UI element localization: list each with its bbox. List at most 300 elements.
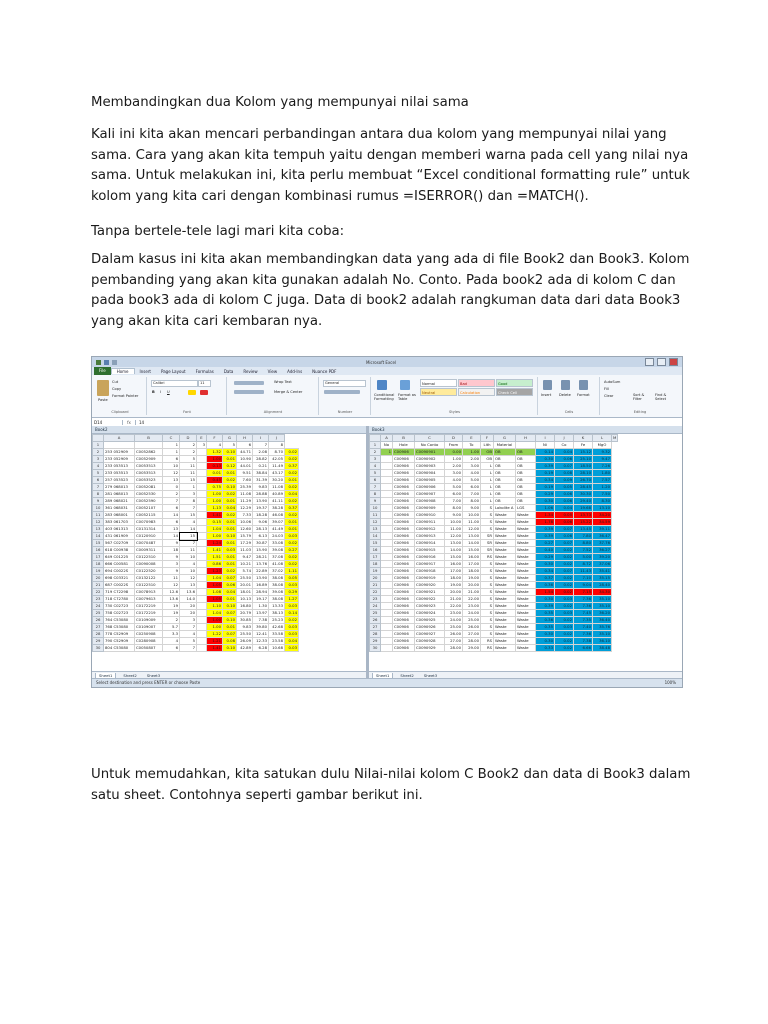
- cell[interactable]: 1: [180, 484, 197, 491]
- row-header[interactable]: 4: [370, 463, 381, 470]
- cell[interactable]: 20.79: [237, 610, 253, 617]
- cell[interactable]: [381, 512, 393, 519]
- cell[interactable]: 39.07: [269, 519, 285, 526]
- cell[interactable]: S: [481, 596, 494, 603]
- cell[interactable]: 10.68: [269, 645, 285, 652]
- row-header[interactable]: 16: [370, 547, 381, 554]
- cell[interactable]: [381, 484, 393, 491]
- cell[interactable]: 0.10: [223, 645, 237, 652]
- cell[interactable]: Waste: [494, 547, 516, 554]
- cell[interactable]: 18.01: [237, 589, 253, 596]
- cell[interactable]: 1.00: [207, 456, 223, 463]
- cell[interactable]: C0172219: [135, 603, 163, 610]
- cell[interactable]: C0090926: [415, 624, 445, 631]
- cell[interactable]: OB: [481, 456, 494, 463]
- cell[interactable]: S: [481, 526, 494, 533]
- cell[interactable]: 0.05: [555, 512, 574, 519]
- cell[interactable]: 1.41: [207, 547, 223, 554]
- cell[interactable]: Waste: [494, 533, 516, 540]
- merge-center-button[interactable]: Merge & Center: [274, 390, 303, 394]
- cell[interactable]: 0.04: [223, 505, 237, 512]
- cell[interactable]: [197, 645, 207, 652]
- cell[interactable]: 0.75: [207, 484, 223, 491]
- row-header[interactable]: 19: [93, 568, 104, 575]
- cell[interactable]: 0.01: [223, 624, 237, 631]
- cell[interactable]: Waste: [494, 645, 516, 652]
- cell[interactable]: 8.80: [574, 540, 593, 547]
- cell[interactable]: 0.06: [555, 491, 574, 498]
- cell[interactable]: 6.28: [253, 645, 269, 652]
- cell[interactable]: 10.06: [237, 519, 253, 526]
- cell[interactable]: 2: [163, 617, 180, 624]
- cell[interactable]: C00906: [393, 477, 415, 484]
- cell[interactable]: Waste: [494, 582, 516, 589]
- row-header[interactable]: 3: [93, 456, 104, 463]
- cell[interactable]: C0053523: [135, 477, 163, 484]
- cell[interactable]: 17.00: [445, 568, 463, 575]
- cell[interactable]: [197, 596, 207, 603]
- cell[interactable]: 3: [180, 617, 197, 624]
- cell[interactable]: 0.03: [285, 582, 299, 589]
- cell[interactable]: RS: [481, 638, 494, 645]
- cell[interactable]: 0.29: [536, 554, 555, 561]
- row-header[interactable]: 18: [93, 561, 104, 568]
- cell[interactable]: 13.73: [574, 512, 593, 519]
- cell[interactable]: [197, 512, 207, 519]
- cell[interactable]: 17.00: [463, 561, 481, 568]
- cell[interactable]: 18.50: [574, 463, 593, 470]
- column-header[interactable]: A: [104, 435, 135, 442]
- cell[interactable]: To: [463, 442, 481, 449]
- cell[interactable]: C0090908: [415, 498, 445, 505]
- undo-icon[interactable]: [112, 360, 117, 365]
- cell[interactable]: 25.00: [463, 617, 481, 624]
- cell[interactable]: 0.02: [285, 617, 299, 624]
- cell[interactable]: 0.14: [536, 449, 555, 456]
- select-all-corner[interactable]: [93, 435, 104, 442]
- cell[interactable]: 44.01: [237, 463, 253, 470]
- cell[interactable]: 22.00: [445, 603, 463, 610]
- cell[interactable]: C0070983: [135, 519, 163, 526]
- cell[interactable]: 25.10: [574, 456, 593, 463]
- cell[interactable]: 0.01: [223, 540, 237, 547]
- cell[interactable]: C0122510: [135, 582, 163, 589]
- cell[interactable]: 18.00: [463, 568, 481, 575]
- cell[interactable]: 0.02: [285, 498, 299, 505]
- cell[interactable]: 6: [163, 645, 180, 652]
- cell[interactable]: OB: [494, 484, 516, 491]
- cell[interactable]: 13.97: [253, 610, 269, 617]
- cell[interactable]: 44.71: [237, 449, 253, 456]
- row-header[interactable]: 6: [93, 477, 104, 484]
- cell[interactable]: 35.10: [593, 631, 612, 638]
- row-header[interactable]: 15: [370, 540, 381, 547]
- column-header[interactable]: J: [555, 435, 574, 442]
- cell[interactable]: C0090919: [415, 575, 445, 582]
- cell[interactable]: 7.36: [574, 603, 593, 610]
- cell[interactable]: 7.40: [574, 624, 593, 631]
- cell[interactable]: 0.39: [536, 533, 555, 540]
- cell[interactable]: 1.54: [536, 589, 555, 596]
- cell[interactable]: 618 C00938: [104, 547, 135, 554]
- row-header[interactable]: 28: [370, 631, 381, 638]
- cell[interactable]: 19.37: [253, 505, 269, 512]
- cell[interactable]: 13.6: [180, 589, 197, 596]
- cell[interactable]: 5.00: [463, 477, 481, 484]
- row-header[interactable]: 14: [93, 533, 104, 540]
- fill-color-icon[interactable]: [188, 390, 196, 395]
- cell[interactable]: 41.08: [269, 561, 285, 568]
- cell[interactable]: 9.00: [463, 505, 481, 512]
- cell[interactable]: [381, 540, 393, 547]
- cell[interactable]: 9.83: [253, 484, 269, 491]
- cell[interactable]: 7: [180, 540, 197, 547]
- cell[interactable]: 1.34: [536, 512, 555, 519]
- cell[interactable]: 12.33: [253, 638, 269, 645]
- cell[interactable]: Waste: [494, 526, 516, 533]
- cell[interactable]: S: [481, 589, 494, 596]
- cell[interactable]: 4: [207, 442, 223, 449]
- cell[interactable]: Waste: [516, 624, 536, 631]
- cell[interactable]: 46.08: [269, 512, 285, 519]
- cell[interactable]: SR: [481, 540, 494, 547]
- cell[interactable]: Waste: [494, 624, 516, 631]
- cell[interactable]: 26.00: [463, 624, 481, 631]
- cell[interactable]: Waste: [516, 561, 536, 568]
- cell[interactable]: 0.01: [285, 477, 299, 484]
- cell[interactable]: 11.29: [237, 498, 253, 505]
- row-header[interactable]: 23: [93, 596, 104, 603]
- cell[interactable]: C00906: [393, 463, 415, 470]
- cell[interactable]: 38.13: [269, 610, 285, 617]
- cell[interactable]: Waste: [494, 631, 516, 638]
- cell[interactable]: 7.26: [593, 463, 612, 470]
- cell[interactable]: 20.01: [237, 582, 253, 589]
- cell[interactable]: 13: [163, 477, 180, 484]
- cell[interactable]: 778 C52909: [104, 631, 135, 638]
- column-header[interactable]: C: [163, 435, 180, 442]
- cell[interactable]: L: [481, 477, 494, 484]
- cell[interactable]: 7.38: [253, 617, 269, 624]
- cell[interactable]: [381, 554, 393, 561]
- cell[interactable]: 0.10: [223, 533, 237, 540]
- cell[interactable]: 0.37: [285, 505, 299, 512]
- cell[interactable]: 1.21: [207, 638, 223, 645]
- cell[interactable]: 0.03: [555, 610, 574, 617]
- cell[interactable]: 2: [180, 442, 197, 449]
- column-header[interactable]: F: [481, 435, 494, 442]
- minimize-button[interactable]: [645, 358, 654, 366]
- cell[interactable]: C0090927: [415, 631, 445, 638]
- cell[interactable]: S: [481, 631, 494, 638]
- cell[interactable]: 0.03: [555, 624, 574, 631]
- cell[interactable]: 20.00: [445, 589, 463, 596]
- cell[interactable]: 0.02: [555, 561, 574, 568]
- save-icon[interactable]: [104, 360, 109, 365]
- zoom-level[interactable]: 100%: [664, 680, 676, 685]
- cell[interactable]: 11.03: [237, 547, 253, 554]
- cell[interactable]: 233 053513: [104, 470, 135, 477]
- cell[interactable]: 28.10: [574, 470, 593, 477]
- cell[interactable]: Material: [494, 442, 516, 449]
- cell[interactable]: 0.03: [285, 645, 299, 652]
- number-tools-icon[interactable]: [324, 390, 360, 394]
- cell[interactable]: 35.76: [593, 624, 612, 631]
- cell[interactable]: C00906: [393, 449, 415, 456]
- cell[interactable]: C00906: [393, 554, 415, 561]
- cell[interactable]: S: [481, 519, 494, 526]
- bold-button[interactable]: B: [152, 390, 155, 394]
- cell[interactable]: L: [481, 491, 494, 498]
- cell[interactable]: 666 C00581: [104, 561, 135, 568]
- cell[interactable]: SR: [481, 547, 494, 554]
- row-header[interactable]: 29: [370, 638, 381, 645]
- autosum-button[interactable]: AutoSum: [604, 380, 621, 384]
- cell[interactable]: 28.00: [463, 638, 481, 645]
- cell[interactable]: 0.02: [285, 456, 299, 463]
- cell[interactable]: 21.00: [463, 589, 481, 596]
- cell[interactable]: [381, 575, 393, 582]
- cell[interactable]: [197, 498, 207, 505]
- cell[interactable]: 4.00: [463, 470, 481, 477]
- cell[interactable]: C00906: [393, 456, 415, 463]
- cell[interactable]: C0090917: [415, 561, 445, 568]
- cell[interactable]: 1.00: [445, 456, 463, 463]
- fx-icon[interactable]: fx: [123, 420, 136, 425]
- tab-formulas[interactable]: Formulas: [195, 368, 214, 374]
- cell[interactable]: 42.89: [237, 645, 253, 652]
- column-header[interactable]: G: [494, 435, 516, 442]
- tab-insert[interactable]: Insert: [139, 368, 151, 374]
- cell[interactable]: 35.10: [593, 596, 612, 603]
- cell[interactable]: 0.01: [223, 470, 237, 477]
- cell[interactable]: Lokolite A: [495, 505, 514, 510]
- cell[interactable]: C0109007: [135, 624, 163, 631]
- cell[interactable]: [104, 442, 135, 449]
- style-neutral[interactable]: Neutral: [420, 388, 457, 396]
- cell[interactable]: 12: [163, 470, 180, 477]
- cell[interactable]: [381, 526, 393, 533]
- cell[interactable]: 730 C02723: [104, 603, 135, 610]
- cell[interactable]: 13.00: [445, 540, 463, 547]
- row-header[interactable]: 30: [370, 645, 381, 652]
- cell[interactable]: 14.00: [445, 547, 463, 554]
- row-header[interactable]: 26: [370, 617, 381, 624]
- row-header[interactable]: 12: [370, 519, 381, 526]
- cell[interactable]: 36.10: [593, 638, 612, 645]
- cell[interactable]: Waste: [494, 596, 516, 603]
- cell[interactable]: [197, 519, 207, 526]
- cell[interactable]: 14.0: [180, 596, 197, 603]
- cell[interactable]: Waste: [494, 610, 516, 617]
- cell[interactable]: C00906: [393, 610, 415, 617]
- cell[interactable]: 17.29: [237, 540, 253, 547]
- cell[interactable]: OB: [516, 477, 536, 484]
- cell[interactable]: 0.02: [555, 582, 574, 589]
- cell[interactable]: 790 C52909: [104, 638, 135, 645]
- column-header[interactable]: G: [223, 435, 237, 442]
- cell[interactable]: [135, 442, 163, 449]
- cell[interactable]: Waste: [494, 617, 516, 624]
- cell[interactable]: 42.05: [269, 456, 285, 463]
- cell[interactable]: 19: [163, 610, 180, 617]
- cell[interactable]: Waste: [516, 533, 536, 540]
- cell[interactable]: 15.00: [463, 547, 481, 554]
- cell[interactable]: 29.40: [574, 498, 593, 505]
- cell[interactable]: From: [445, 442, 463, 449]
- cell[interactable]: Waste: [516, 610, 536, 617]
- cell[interactable]: 0.01: [223, 554, 237, 561]
- format-icon[interactable]: [579, 380, 588, 390]
- cell[interactable]: 27.00: [463, 631, 481, 638]
- row-header[interactable]: 2: [93, 449, 104, 456]
- cell[interactable]: [197, 638, 207, 645]
- cell[interactable]: Waste: [494, 568, 516, 575]
- cell[interactable]: 758 C02723: [104, 610, 135, 617]
- cell[interactable]: 0.02: [223, 491, 237, 498]
- cell[interactable]: [197, 631, 207, 638]
- cell[interactable]: 24.00: [445, 617, 463, 624]
- cell[interactable]: [197, 505, 207, 512]
- cell[interactable]: 30.30: [574, 491, 593, 498]
- cell[interactable]: [381, 645, 393, 652]
- row-header[interactable]: 10: [370, 505, 381, 512]
- cell[interactable]: 1.32: [207, 449, 223, 456]
- column-header[interactable]: L: [593, 435, 612, 442]
- cell[interactable]: 1.22: [207, 631, 223, 638]
- cell[interactable]: OB: [494, 498, 516, 505]
- row-header[interactable]: 29: [93, 638, 104, 645]
- cell[interactable]: 0.00: [445, 449, 463, 456]
- cell[interactable]: C0090925: [415, 617, 445, 624]
- cell[interactable]: 12.60: [237, 526, 253, 533]
- row-header[interactable]: 19: [370, 568, 381, 575]
- cell[interactable]: 20: [180, 610, 197, 617]
- row-header[interactable]: 25: [93, 610, 104, 617]
- cell[interactable]: C0122510: [135, 554, 163, 561]
- cell[interactable]: No: [381, 442, 393, 449]
- cell[interactable]: Waste: [516, 645, 536, 652]
- cell[interactable]: OB: [516, 498, 536, 505]
- cell[interactable]: S: [481, 582, 494, 589]
- cell[interactable]: 383 061703: [104, 519, 135, 526]
- cell[interactable]: 0.29: [536, 491, 555, 498]
- cell[interactable]: 13.90: [253, 575, 269, 582]
- cell[interactable]: 3.00: [463, 463, 481, 470]
- cell[interactable]: [381, 589, 393, 596]
- cell[interactable]: 567 C02709: [104, 540, 135, 547]
- cell[interactable]: Waste: [494, 575, 516, 582]
- cell[interactable]: 3: [197, 442, 207, 449]
- cell[interactable]: [197, 463, 207, 470]
- row-header[interactable]: 21: [370, 582, 381, 589]
- cell[interactable]: 10.00: [463, 512, 481, 519]
- cell[interactable]: 9.04: [574, 582, 593, 589]
- cell[interactable]: C00906: [393, 561, 415, 568]
- row-header[interactable]: 5: [93, 470, 104, 477]
- cell[interactable]: Lith: [481, 442, 494, 449]
- cell[interactable]: 0.02: [555, 603, 574, 610]
- cell[interactable]: 11: [180, 547, 197, 554]
- cell[interactable]: 281 068013: [104, 491, 135, 498]
- cell[interactable]: 6.66: [574, 645, 593, 652]
- cell[interactable]: 7.35: [574, 617, 593, 624]
- cell[interactable]: 4: [180, 519, 197, 526]
- cell[interactable]: 0.07: [223, 575, 237, 582]
- cell[interactable]: 11.08: [237, 491, 253, 498]
- cell[interactable]: OB: [494, 463, 516, 470]
- cell[interactable]: 27.00: [445, 638, 463, 645]
- cell[interactable]: 13.6: [163, 596, 180, 603]
- copy-button[interactable]: Copy: [112, 387, 122, 391]
- font-size-select[interactable]: 11: [198, 380, 211, 387]
- cell[interactable]: 0.15: [207, 519, 223, 526]
- cell[interactable]: 25.39: [237, 484, 253, 491]
- cell[interactable]: 0.06: [555, 533, 574, 540]
- cell[interactable]: C0090920: [415, 582, 445, 589]
- cell[interactable]: 698 C03321: [104, 575, 135, 582]
- font-name-select[interactable]: Calibri: [151, 380, 198, 387]
- cell[interactable]: C0090906: [415, 484, 445, 491]
- cell[interactable]: 4: [180, 631, 197, 638]
- cell[interactable]: 0: [163, 484, 180, 491]
- cell[interactable]: Waste: [516, 554, 536, 561]
- cell[interactable]: 0.33: [536, 645, 555, 652]
- cell[interactable]: 0.21: [253, 463, 269, 470]
- cell[interactable]: 1.00: [207, 624, 223, 631]
- cell[interactable]: 0.06: [555, 456, 574, 463]
- cell[interactable]: 1.27: [285, 596, 299, 603]
- cell[interactable]: 6: [163, 519, 180, 526]
- cell[interactable]: C00906: [393, 631, 415, 638]
- cell[interactable]: 37.08: [269, 554, 285, 561]
- cell[interactable]: 19.68: [574, 505, 593, 512]
- cell[interactable]: C0070487: [135, 540, 163, 547]
- cell[interactable]: 1.08: [207, 589, 223, 596]
- cell[interactable]: C0090922: [415, 596, 445, 603]
- cell[interactable]: 1.00: [207, 491, 223, 498]
- cell[interactable]: [197, 568, 207, 575]
- column-header[interactable]: B: [135, 435, 163, 442]
- cell[interactable]: 1: [163, 442, 180, 449]
- cell[interactable]: 0.10: [223, 603, 237, 610]
- cell[interactable]: 13.76: [253, 561, 269, 568]
- cell[interactable]: 0.09: [555, 477, 574, 484]
- row-header[interactable]: 13: [93, 526, 104, 533]
- cell[interactable]: 30.85: [237, 617, 253, 624]
- style-good[interactable]: Good: [496, 379, 533, 387]
- row-header[interactable]: 15: [93, 540, 104, 547]
- cell[interactable]: Waste: [516, 638, 536, 645]
- sheet-tab-sheet1[interactable]: Sheet1: [372, 673, 393, 679]
- cell[interactable]: 1.00: [207, 533, 223, 540]
- cell[interactable]: [381, 505, 393, 512]
- row-header[interactable]: 9: [370, 498, 381, 505]
- cell[interactable]: [381, 456, 393, 463]
- row-header[interactable]: 17: [370, 554, 381, 561]
- cell[interactable]: 10: [180, 554, 197, 561]
- formula-input[interactable]: 14: [139, 419, 145, 425]
- cell[interactable]: 694 C0022S: [104, 568, 135, 575]
- cell[interactable]: 0.04: [555, 449, 574, 456]
- cell[interactable]: 42.68: [269, 624, 285, 631]
- column-header[interactable]: A: [381, 435, 393, 442]
- cell[interactable]: 40.89: [269, 491, 285, 498]
- cell[interactable]: [381, 610, 393, 617]
- cell[interactable]: 11: [163, 575, 180, 582]
- cell[interactable]: 9.06: [253, 519, 269, 526]
- format-painter-button[interactable]: Format Painter: [112, 394, 139, 398]
